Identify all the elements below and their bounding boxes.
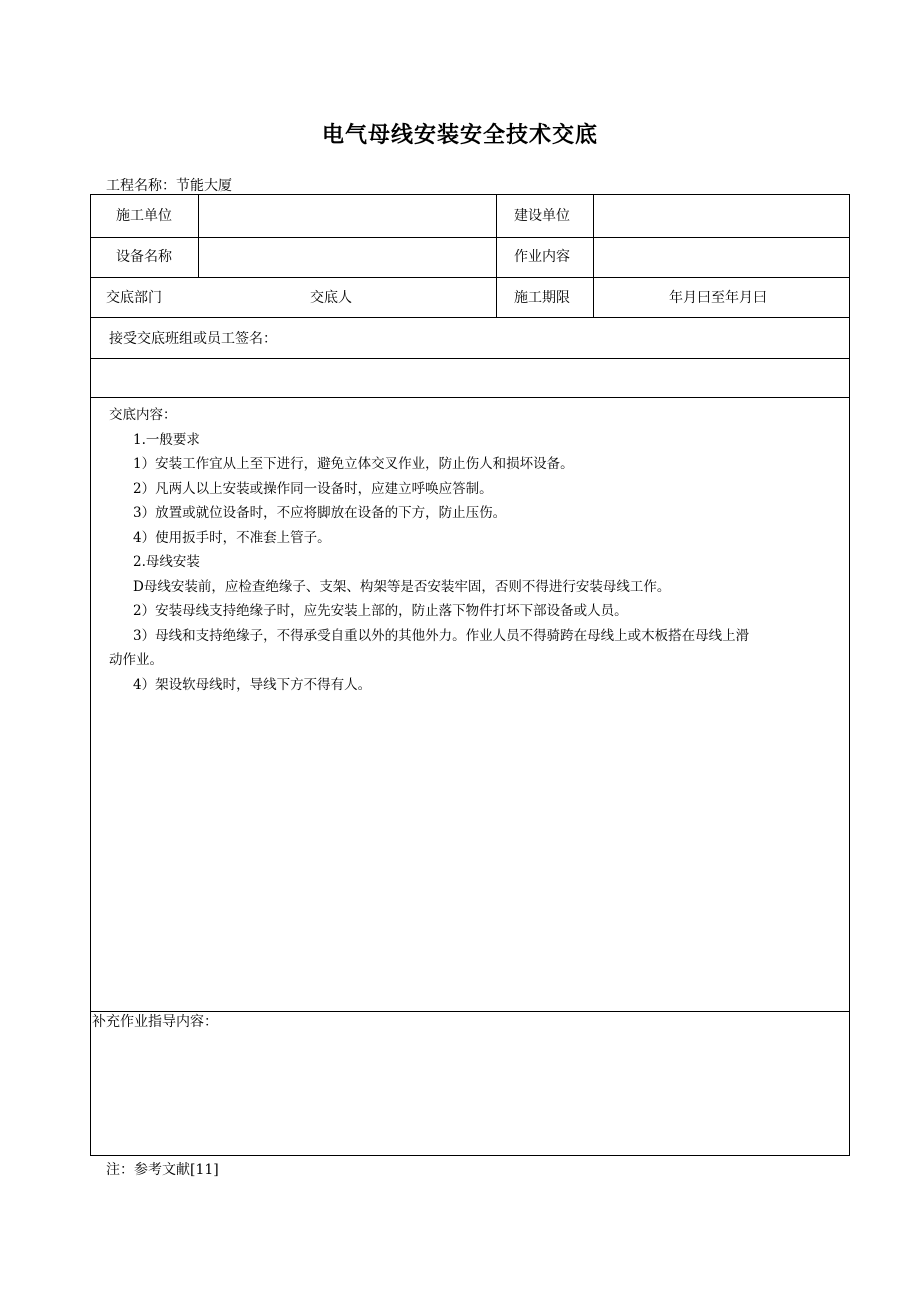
- content-label: 交底内容：: [109, 407, 177, 423]
- construction-unit-label: 施工单位: [116, 208, 172, 224]
- content-line: 3）母线和支持绝缘子，不得承受自重以外的其他外力。作业人员不得骑跨在母线上或木板搭在母线上滑: [133, 627, 750, 644]
- disclosure-dept-label: 交底部门: [106, 290, 162, 306]
- content-line: 4）使用扳手时，不准套上管子。: [133, 529, 331, 546]
- content-line: 1）安装工作宜从上至下进行，避免立体交叉作业，防止伤人和损坏设备。: [133, 456, 574, 472]
- disclosure-table: [90, 194, 850, 1156]
- project-name-label: 工程名称：: [106, 178, 176, 194]
- developer-unit-label: 建设单位: [514, 208, 570, 224]
- project-name: [106, 175, 232, 195]
- row-divider: [91, 317, 849, 318]
- row-divider: [91, 237, 849, 238]
- row-divider: [91, 397, 849, 398]
- content-line: D母线安装前，应检查绝缘子、支架、构架等是否安装牢固，否则不得进行安装母线工作。: [133, 578, 671, 595]
- reference-note: 注：参考文献[11]: [106, 1162, 219, 1178]
- content-line: 4）架设软母线时，导线下方不得有人。: [133, 676, 372, 693]
- work-content-label: 作业内容: [514, 249, 570, 265]
- content-line: 动作业。: [109, 652, 163, 668]
- column-divider: [593, 195, 594, 317]
- row-divider: [91, 277, 849, 278]
- disclosure-person-label: 交底人: [310, 290, 352, 306]
- document-title: 电气母线安装安全技术交底: [321, 123, 598, 148]
- content-line: 3）放置或就位设备时，不应将脚放在设备的下方，防止压伤。: [133, 505, 507, 521]
- content-line: 1.一般要求: [133, 431, 200, 448]
- supplement-label: 补充作业指导内容：: [92, 1014, 218, 1030]
- project-name-value: 节能大厦: [176, 178, 232, 194]
- construction-period-value: 年月曰至年月曰: [669, 290, 767, 306]
- column-divider: [496, 195, 497, 317]
- content-line: 2）凡两人以上安装或操作同一设备时，应建立呼唤应答制。: [133, 480, 493, 497]
- row-divider: [91, 358, 849, 359]
- column-divider: [198, 195, 199, 277]
- row-divider: [91, 1011, 849, 1012]
- equipment-name-label: 设备名称: [116, 249, 172, 265]
- disclosure-content: [109, 403, 749, 697]
- content-line: 2.母线安装: [133, 554, 200, 570]
- content-line: 2）安装母线支持绝缘子时，应先安装上部的，防止落下物件打坏下部设备或人员。: [133, 603, 628, 619]
- construction-period-label: 施工期限: [514, 290, 570, 306]
- signature-label: 接受交底班组或员工签名：: [109, 331, 277, 347]
